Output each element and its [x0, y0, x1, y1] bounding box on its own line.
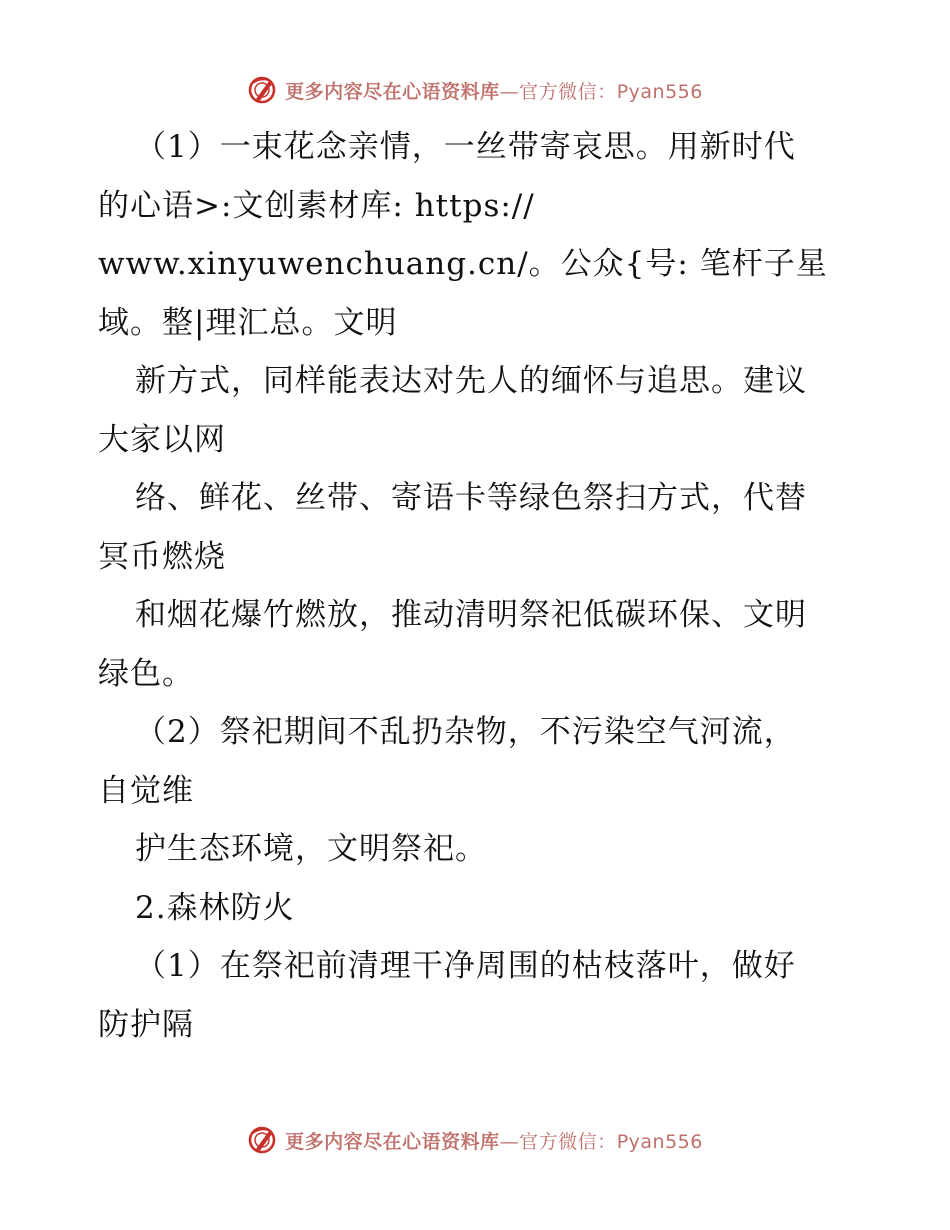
section-heading: 2.森林防火 — [135, 889, 295, 926]
pen-circle-logo-icon — [247, 75, 277, 105]
banner-main-text: 更多内容尽在心语资料库 — [285, 80, 500, 103]
paragraph-line: 护生态环境，文明祭祀。 — [135, 831, 487, 867]
banner-wechat-label: 官方微信： — [519, 80, 617, 103]
header-banner — [0, 70, 950, 110]
banner-dash: — — [499, 80, 520, 103]
paragraph-line: 新方式，同样能表达对先人的缅怀与追思。建议 — [135, 363, 807, 399]
banner-account: Pyan556 — [616, 80, 703, 103]
banner-account: Pyan556 — [616, 1130, 703, 1153]
paragraph-line: 防护隔 — [98, 1006, 194, 1043]
paragraph-line: 绿色。 — [98, 655, 194, 692]
paragraph-line: （1）在祭祀前清理干净周围的枯枝落叶，做好 — [135, 948, 796, 984]
banner-main-text: 更多内容尽在心语资料库 — [285, 1130, 500, 1153]
document-body — [98, 118, 878, 1054]
paragraph-line: 冥币燃烧 — [98, 538, 226, 575]
banner-text — [285, 77, 703, 104]
paragraph-line: （2）祭祀期间不乱扔杂物，不污染空气河流， — [135, 714, 796, 750]
paragraph-line: www.xinyuwenchuang.cn/。公众{号: 笔杆子星 — [98, 246, 828, 282]
paragraph-line: 大家以网 — [98, 421, 226, 458]
paragraph-line: 自觉维 — [98, 772, 194, 809]
paragraph-line: 域。整|理汇总。文明 — [98, 304, 398, 341]
paragraph-line: （1）一束花念亲情，一丝带寄哀思。用新时代 — [135, 129, 796, 165]
banner-text — [285, 1127, 703, 1154]
pen-circle-logo-icon — [247, 1125, 277, 1155]
banner-dash: — — [499, 1130, 520, 1153]
paragraph-line: 的心语>:文创素材库: https:// — [98, 187, 535, 224]
banner-wechat-label: 官方微信： — [519, 1130, 617, 1153]
paragraph-line: 络、鲜花、丝带、寄语卡等绿色祭扫方式，代替 — [135, 480, 807, 516]
footer-banner — [0, 1120, 950, 1160]
paragraph-line: 和烟花爆竹燃放，推动清明祭祀低碳环保、文明 — [135, 597, 807, 633]
